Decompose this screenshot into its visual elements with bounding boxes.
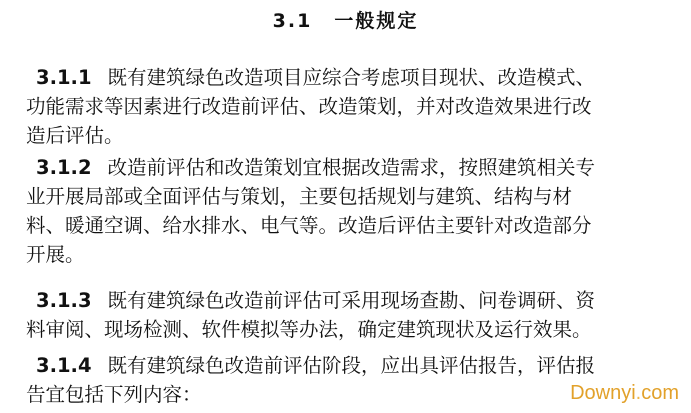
clause-number: 3.1.2: [36, 156, 92, 179]
section-title: 一般规定: [334, 10, 419, 32]
clause-text: 既有建筑绿色改造前评估可采用现场查勘、问卷调研、资: [107, 289, 596, 312]
clause-text: 既有建筑绿色改造项目应综合考虑项目现状、改造模式、: [107, 66, 596, 89]
clause-line: 功能需求等因素进行改造前评估、改造策划，并对改造效果进行改: [26, 95, 592, 118]
clause-line: 开展。: [26, 243, 85, 266]
watermark-tld: com: [641, 382, 679, 404]
clause-text: 改造前评估和改造策划宜根据改造需求，按照建筑相关专: [107, 156, 596, 179]
clause-line: [36, 350, 595, 378]
clause-number: 3.1.3: [36, 289, 92, 312]
watermark-separator: .: [635, 382, 642, 404]
clause-line: 料审阅、现场检测、软件模拟等办法，确定建筑现状及运行效果。: [26, 318, 592, 341]
clause-line: 告宜包括下列内容：: [26, 383, 202, 406]
section-number: 3.1: [272, 10, 313, 32]
clause-line: [36, 285, 595, 313]
clause-line: 业开展局部或全面评估与策划，主要包括规划与建筑、结构与材: [26, 185, 573, 208]
clause-number: 3.1.1: [36, 66, 92, 89]
clause-line: [36, 152, 595, 180]
watermark-brand: Downyi: [570, 382, 636, 404]
clause-number: 3.1.4: [36, 354, 92, 377]
clause-text: 既有建筑绿色改造前评估阶段，应出具评估报告，评估报: [107, 354, 596, 377]
clause-line: 料、暖通空调、给水排水、电气等。改造后评估主要针对改造部分: [26, 214, 592, 237]
watermark-logo: [570, 382, 679, 405]
section-heading: [0, 6, 691, 33]
clause-line: [36, 62, 595, 90]
clause-line: 造后评估。: [26, 124, 124, 147]
